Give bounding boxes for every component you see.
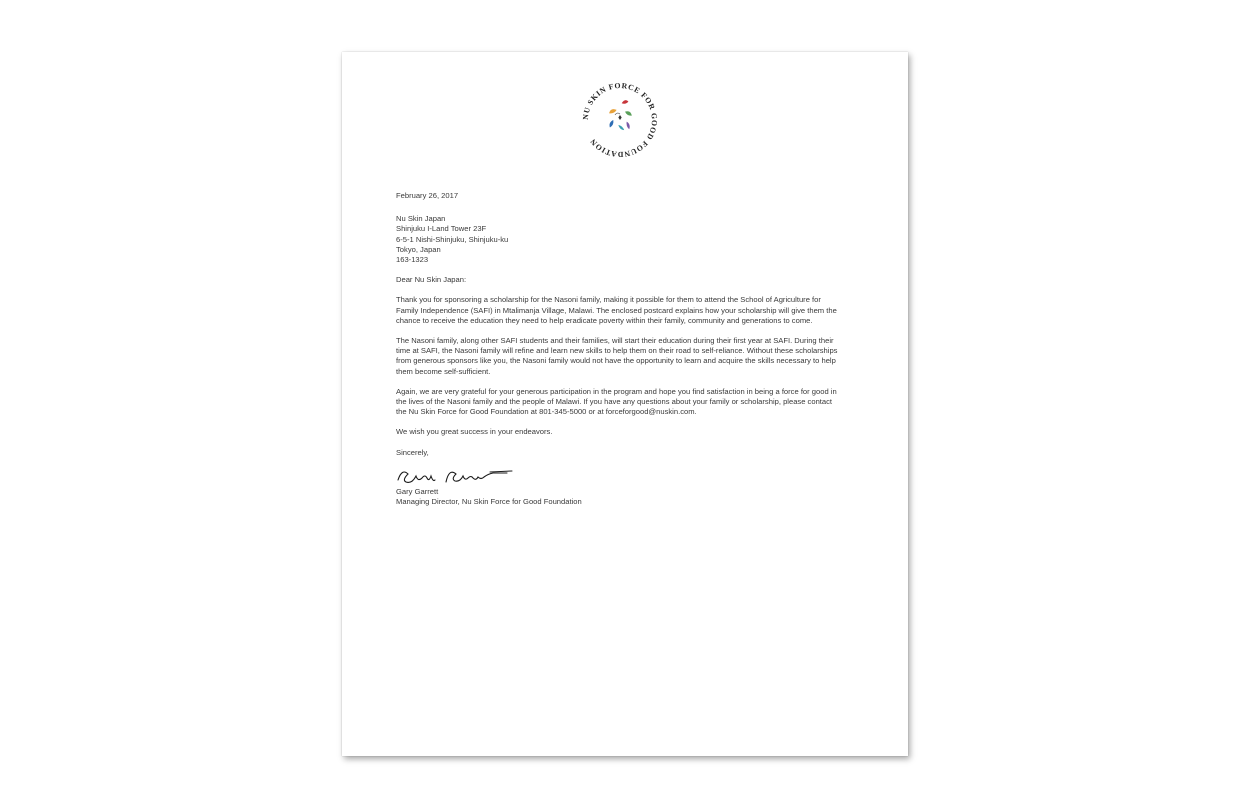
foundation-logo bbox=[578, 78, 662, 162]
address-line: Shinjuku I-Land Tower 23F bbox=[396, 224, 487, 234]
signer-title: Managing Director, Nu Skin Force for Good Foundation bbox=[396, 497, 582, 507]
body-paragraph: Again, we are very grateful for your generous participation in the program and hope you find satisfaction in being a force for good in the lives of the Nasoni family and the people of Malawi. If you have any questions about your family or scholarship, please contact the Nu Skin Force for Good Foundation at 801-345-5000 or at forceforgood@nuskin.com. bbox=[396, 386, 837, 417]
body-paragraph: We wish you great success in your endeavors. bbox=[396, 427, 553, 437]
body-paragraph: Thank you for sponsoring a scholarship for the Nasoni family, making it possible for them to attend the School of Agriculture for Family Independence (SAFI) in Mtalimanja Village, Malawi. The enclosed postcard explains how your scholarship will give them the chance to receive the education they need to help eradicate poverty within their family, community and generations to come. bbox=[396, 295, 837, 325]
address-line: Nu Skin Japan bbox=[396, 214, 446, 224]
logo-ring-text: NU SKIN FORCE FOR GOOD FOUNDATION bbox=[580, 80, 660, 159]
letter-body bbox=[396, 191, 844, 507]
logo-birds-icon bbox=[609, 100, 632, 130]
address-line: 163-1323 bbox=[396, 255, 429, 265]
signer-name: Gary Garrett bbox=[396, 486, 439, 496]
address-line: 6-5-1 Nishi-Shinjuku, Shinjuku-ku bbox=[396, 234, 509, 244]
body-paragraph: The Nasoni family, along other SAFI students and their families, will start their education during their first year at SAFI. During their time at SAFI, the Nasoni family will refine and learn new skills to help them on their road to self-reliance. Without these scholarships from generous sponsors like you, the Nasoni family would not have the opportunity to learn and acquire the skills necessary to help them become self-sufficient. bbox=[396, 336, 838, 376]
closing: Sincerely, bbox=[396, 447, 429, 457]
letter-date: February 26, 2017 bbox=[396, 191, 459, 200]
handwritten-signature bbox=[394, 464, 522, 488]
letter-page bbox=[342, 52, 908, 756]
salutation: Dear Nu Skin Japan: bbox=[396, 275, 467, 285]
recipient-address bbox=[396, 214, 844, 265]
address-line: Tokyo, Japan bbox=[396, 244, 441, 254]
